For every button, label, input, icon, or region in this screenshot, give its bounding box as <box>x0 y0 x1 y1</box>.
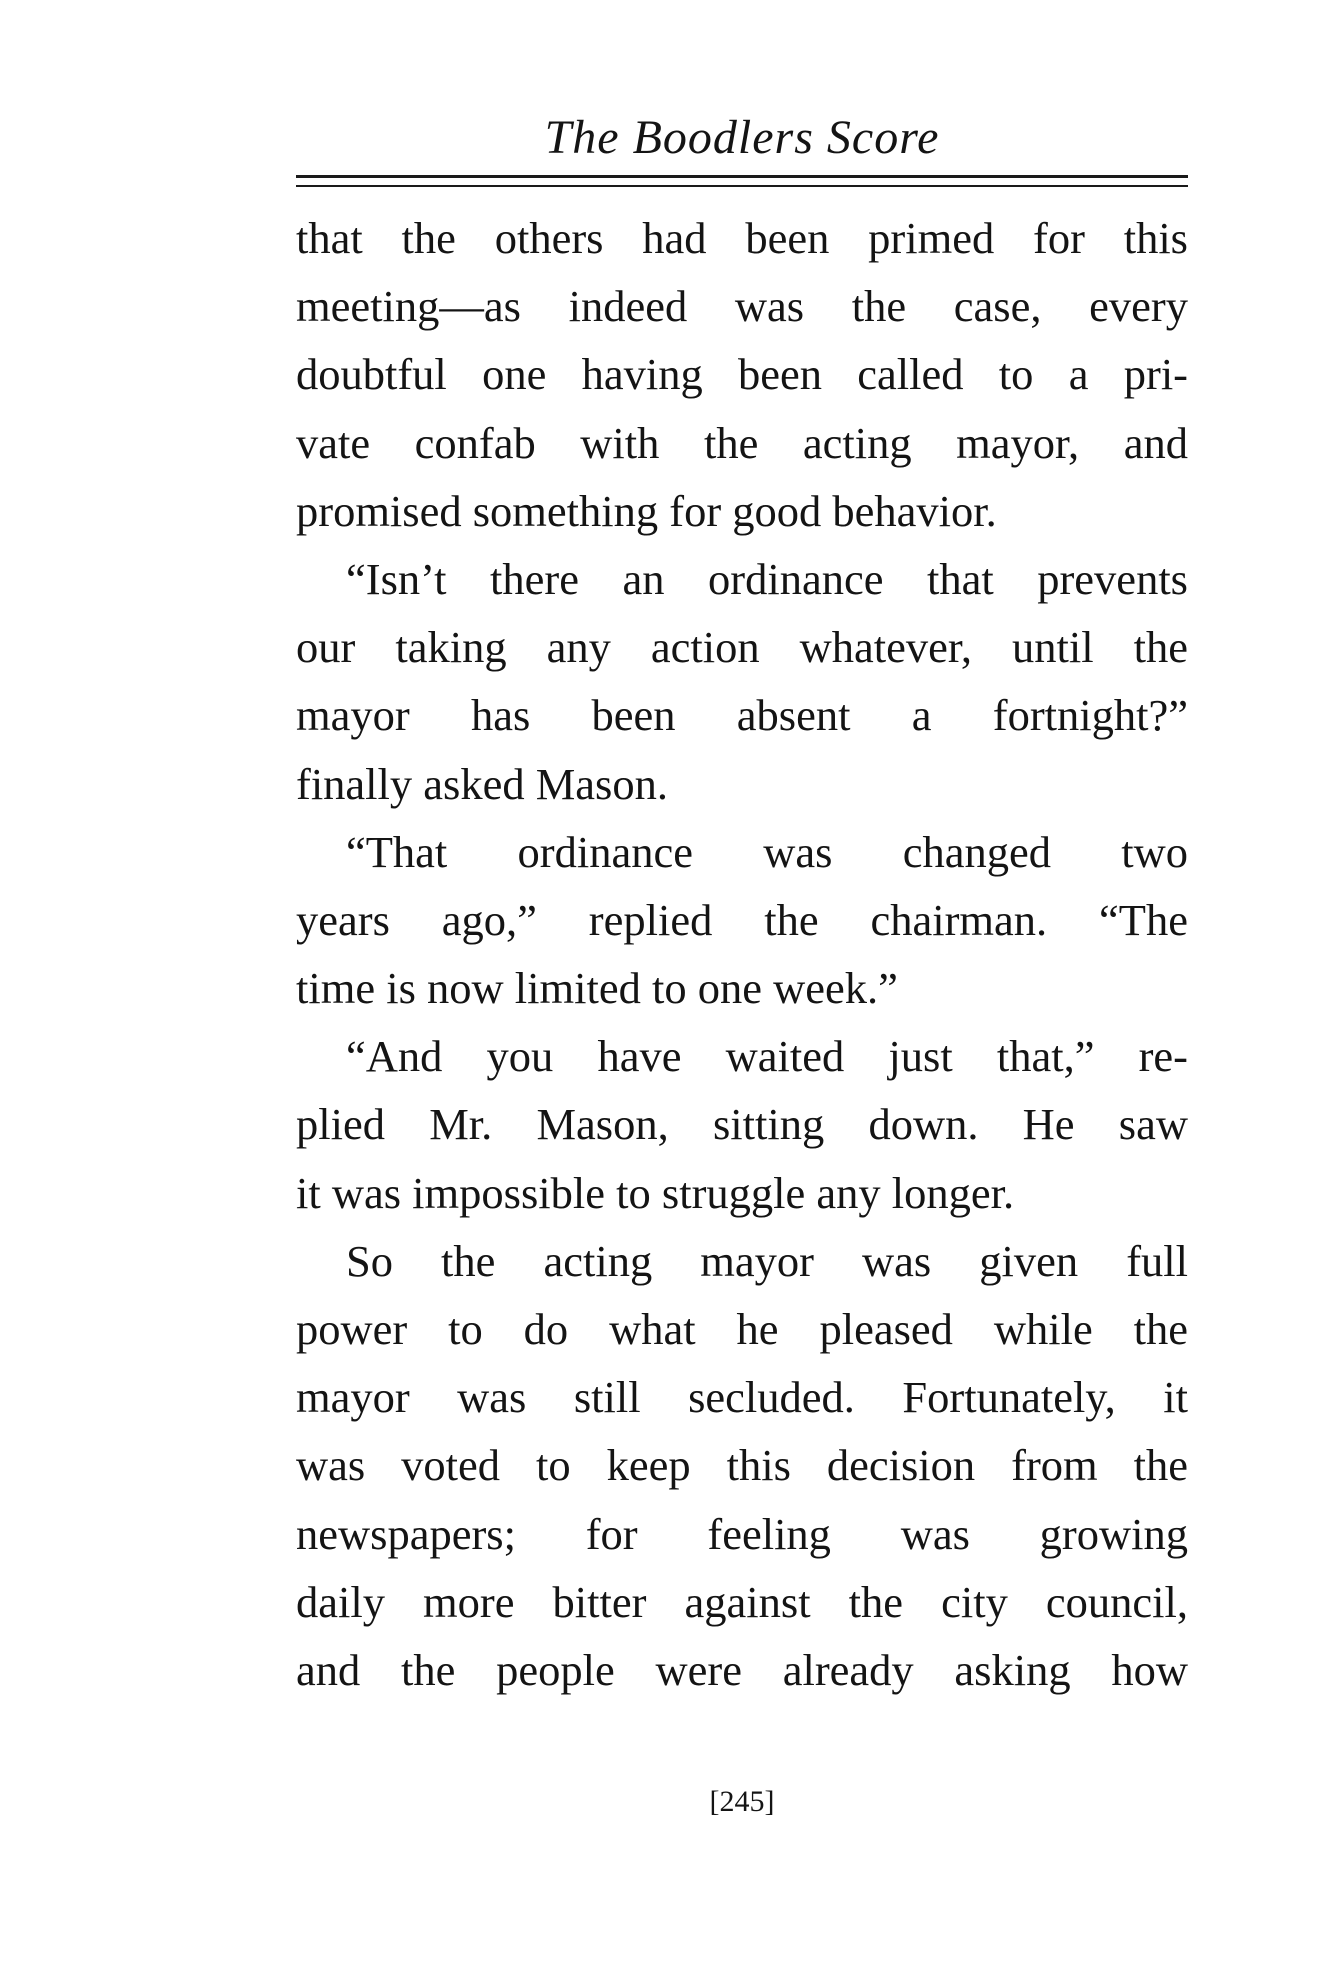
text-line: it was impossible to struggle any longer. <box>296 1167 1015 1218</box>
paragraph <box>296 818 1188 1023</box>
text-line: power to do what he pleased while the <box>296 1304 1188 1354</box>
text-line: finally asked Mason. <box>296 758 668 809</box>
text-line: and the people were already asking how <box>296 1644 1188 1695</box>
text-line: our taking any action whatever, until the <box>296 622 1188 673</box>
text-line: newspapers; for feeling was growing <box>296 1508 1188 1559</box>
text-line: years ago,” replied the chairman. “The <box>296 894 1188 945</box>
text-line: time is now limited to one week.” <box>296 963 898 1014</box>
text-line: promised something for good behavior. <box>296 485 997 536</box>
text-line: mayor has been absent a fortnight?” <box>296 690 1188 741</box>
text-line: vate confab with the acting mayor, and <box>296 417 1188 468</box>
text-line: “And you have waited just that,” re- <box>346 1031 1188 1082</box>
text-line: meeting—as indeed was the case, every <box>296 281 1188 332</box>
text-line: So the acting mayor was given full <box>346 1235 1188 1286</box>
paragraph <box>296 1227 1188 1704</box>
page-number: [245] <box>709 1785 775 1818</box>
paragraph <box>296 1022 1188 1227</box>
text-line: was voted to keep this decision from the <box>296 1440 1188 1491</box>
text-line: plied Mr. Mason, sitting down. He saw <box>296 1099 1188 1150</box>
header-rule-thick <box>296 175 1188 178</box>
running-head: The Boodlers Score <box>544 111 940 164</box>
paragraph <box>296 204 1188 545</box>
text-line: “That ordinance was changed two <box>346 826 1188 877</box>
text-line: mayor was still secluded. Fortunately, it <box>296 1372 1188 1423</box>
text-line: “Isn’t there an ordinance that prevents <box>346 553 1188 604</box>
header-rule-thin <box>296 185 1188 187</box>
text-line: that the others had been primed for this <box>296 213 1188 263</box>
body-text <box>296 204 1188 1704</box>
text-line: doubtful one having been called to a pri- <box>296 349 1188 400</box>
text-line: daily more bitter against the city council, <box>296 1576 1188 1627</box>
paragraph <box>296 545 1188 818</box>
header-double-rule <box>296 175 1188 189</box>
